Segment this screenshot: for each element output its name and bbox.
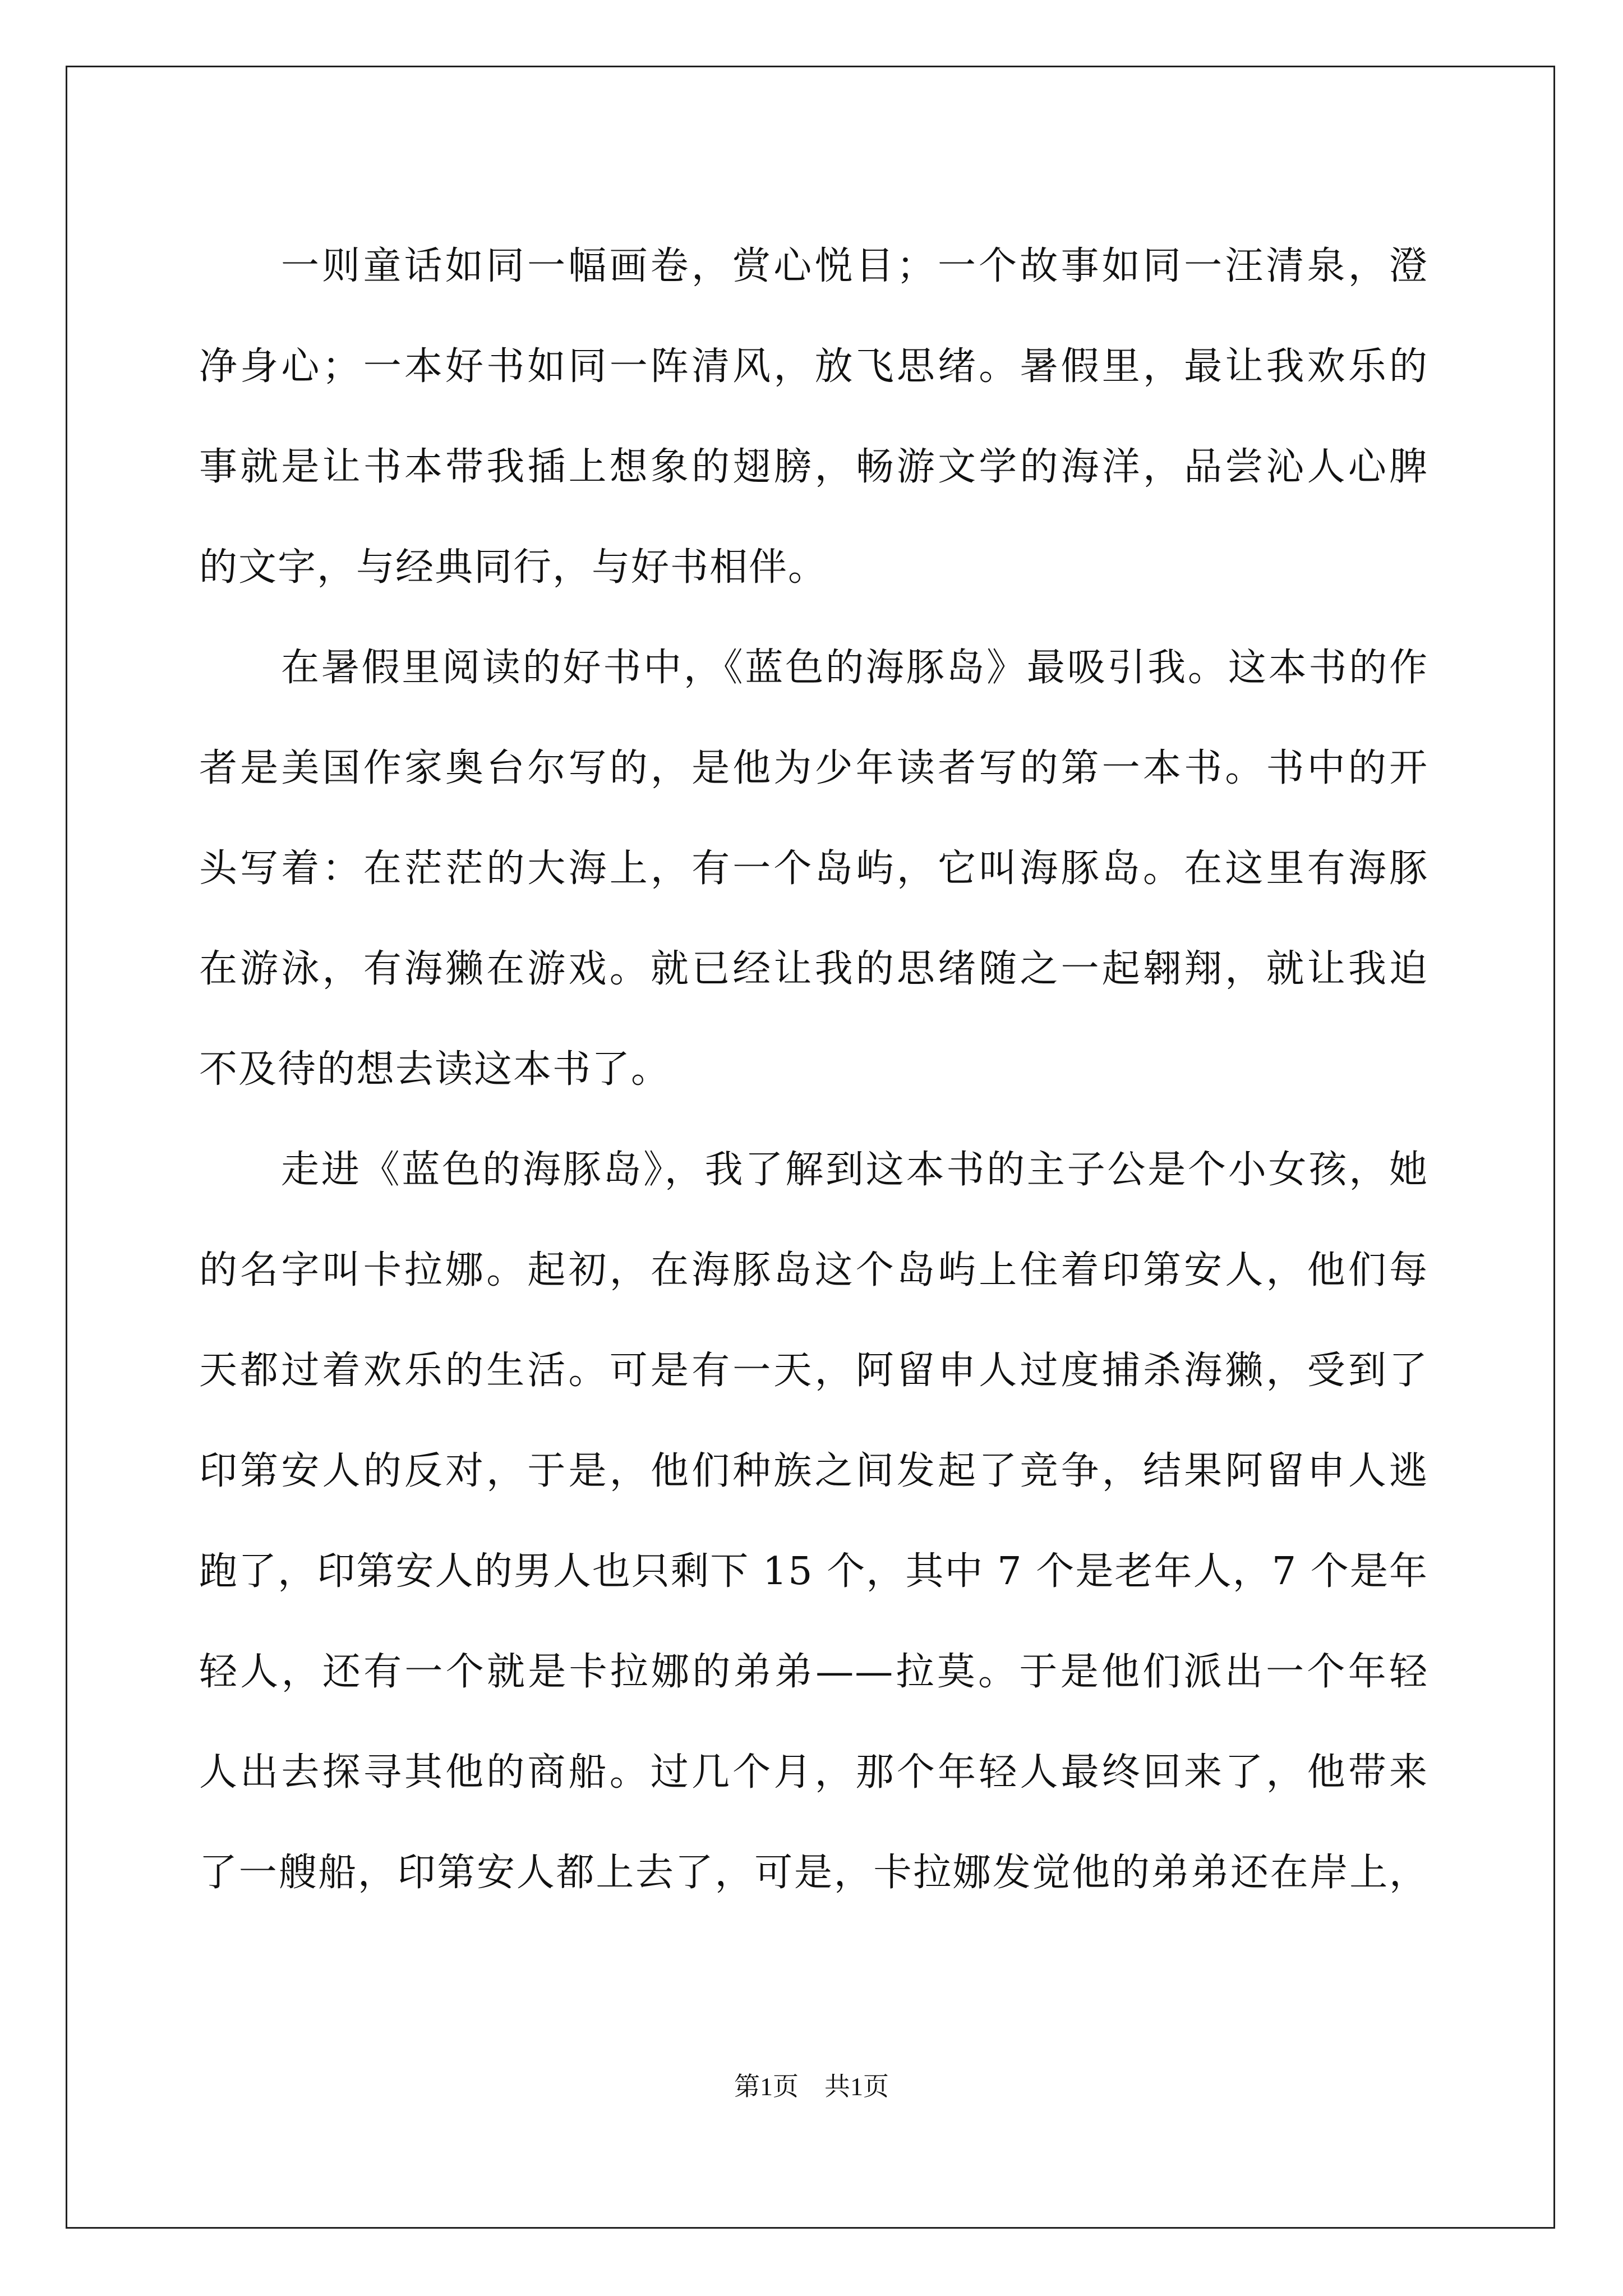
text-line: 的名字叫卡拉娜。起初，在海豚岛这个岛屿上住着印第安人，他们每 [199,1248,1428,1292]
document-body [199,216,1428,1923]
text-line: 轻人，还有一个就是卡拉娜的弟弟——拉莫。于是他们派出一个年轻 [199,1650,1428,1694]
text-line: 一则童话如同一幅画卷，赏心悦目；一个故事如同一汪清泉，澄 [281,244,1428,288]
text-line: 印第安人的反对，于是，他们种族之间发起了竞争，结果阿留申人逃 [199,1449,1428,1493]
text-line: 的文字，与经典同行，与好书相伴。 [199,545,828,590]
paragraph-3 [199,1120,1428,1923]
text-line: 跑了，印第安人的男人也只剩下 15 个，其中 7 个是老年人，7 个是年 [199,1549,1428,1594]
text-line: 不及待的想去读这本书了。 [199,1047,671,1092]
text-line: 者是美国作家奥台尔写的，是他为少年读者写的第一本书。书中的开 [199,746,1428,790]
text-line: 头写着：在茫茫的大海上，有一个岛屿，它叫海豚岛。在这里有海豚 [199,846,1428,891]
text-line: 在暑假里阅读的好书中，《蓝色的海豚岛》最吸引我。这本书的作 [281,646,1428,690]
text-line: 人出去探寻其他的商船。过几个月，那个年轻人最终回来了，他带来 [199,1750,1428,1795]
text-line: 净身心；一本好书如同一阵清风，放飞思绪。暑假里，最让我欢乐的 [199,344,1428,389]
text-line: 天都过着欢乐的生活。可是有一天，阿留申人过度捕杀海獭，受到了 [199,1349,1428,1393]
paragraph-2 [199,618,1428,1120]
text-line: 事就是让书本带我插上想象的翅膀，畅游文学的海洋，品尝沁人心脾 [199,445,1428,489]
text-line: 在游泳，有海獭在游戏。就已经让我的思绪随之一起翱翔，就让我迫 [199,947,1428,991]
text-line: 了一艘船，印第安人都上去了，可是，卡拉娜发觉他的弟弟还在岸上， [199,1851,1428,1895]
text-line: 走进《蓝色的海豚岛》，我了解到这本书的主子公是个小女孩，她 [281,1148,1428,1192]
page-number-footer: 第1页 共1页 [734,2072,889,2101]
paragraph-1 [199,216,1428,618]
